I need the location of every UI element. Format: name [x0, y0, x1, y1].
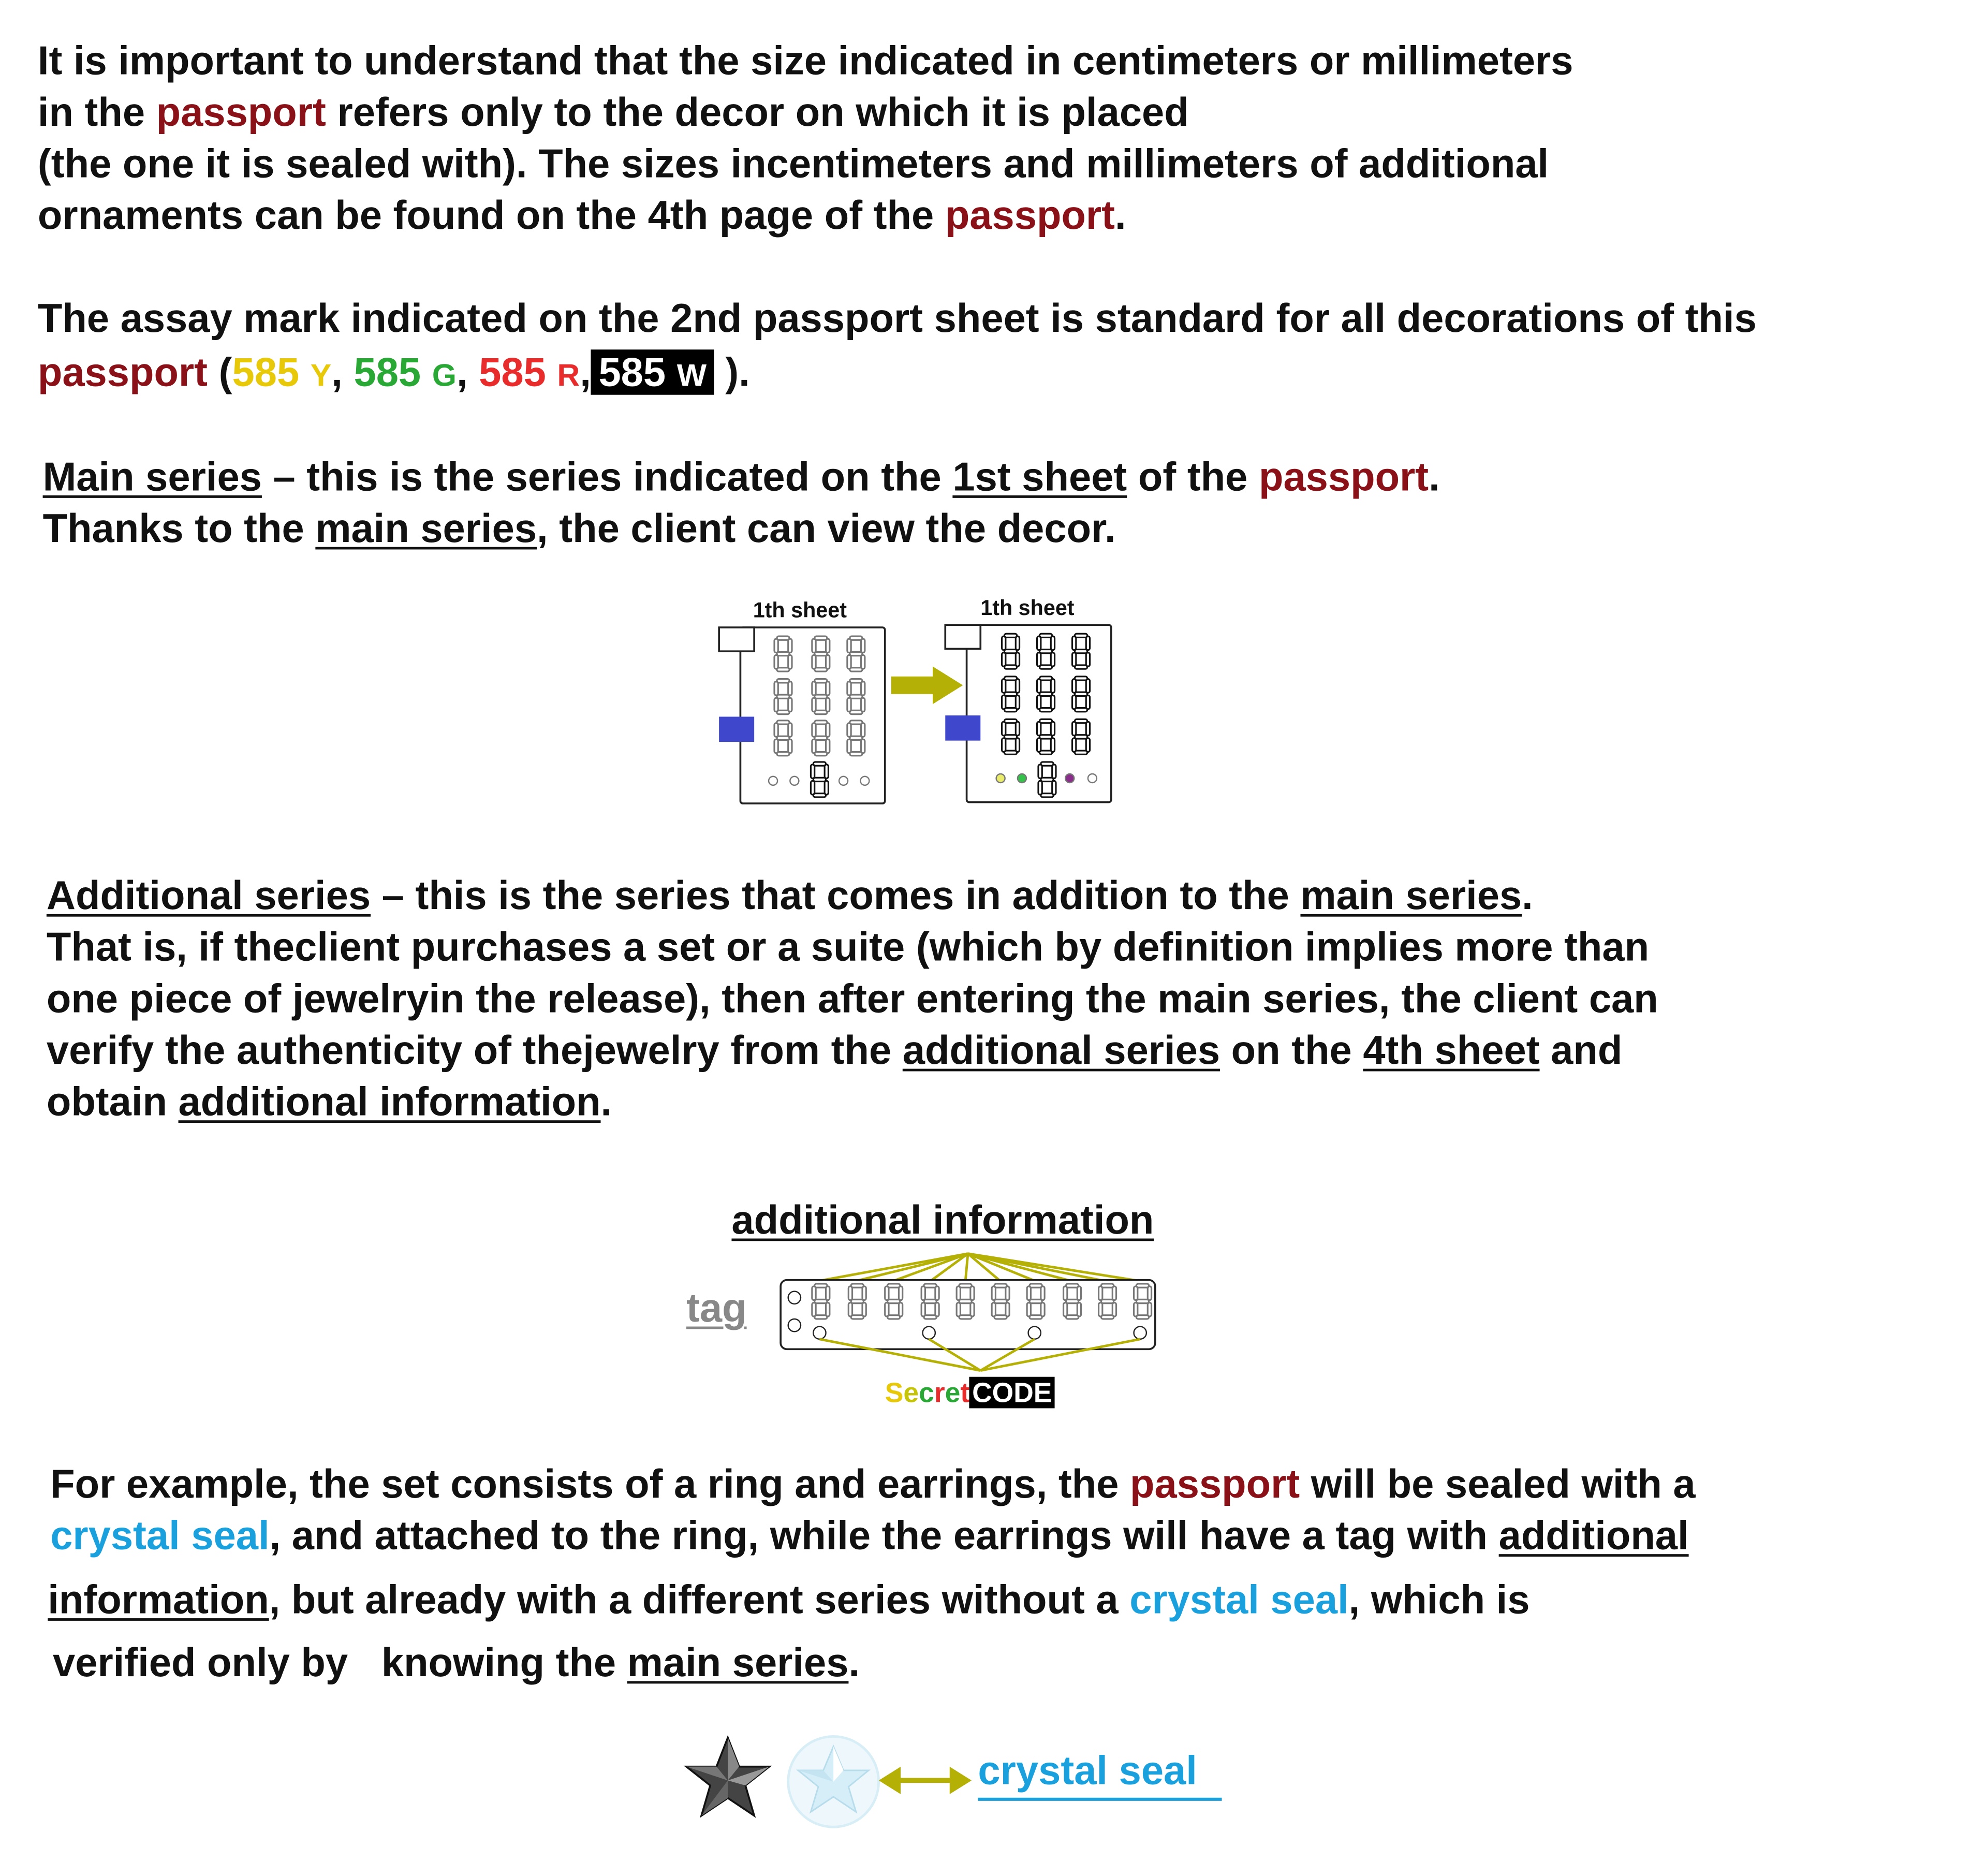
para5-line4: verified only by knowing the main series.	[53, 1639, 860, 1685]
double-arrow-icon	[880, 1768, 970, 1793]
right-sheet-caption: 1th sheet	[980, 596, 1075, 620]
right-sheet	[945, 625, 1111, 802]
para4-line4: verify the authenticity of thejewelry from the additional series on the 4th sheet and	[46, 1027, 1623, 1073]
assay-585-green: 585 G	[354, 349, 457, 395]
main-series-term: Main series	[42, 453, 262, 500]
para5-line1: For example, the set consists of a ring and earrings, the passport will be sealed with a	[50, 1461, 1696, 1506]
crystal-star-icon	[788, 1736, 879, 1827]
crystal-seal-term: crystal seal	[1129, 1576, 1349, 1622]
crystal-seal-label: crystal seal	[978, 1748, 1197, 1793]
para4-line1: Additional series – this is the series that comes in addition to the main series.	[46, 872, 1533, 918]
crystal-seal-term: crystal seal	[50, 1513, 270, 1558]
dark-star-icon	[686, 1738, 769, 1816]
connector-lines-bottom	[819, 1339, 1140, 1371]
left-sheet	[719, 627, 885, 803]
passport-word: passport	[156, 89, 326, 135]
additional-series-term: Additional series	[46, 872, 371, 918]
passport-word: passport	[1130, 1461, 1300, 1506]
para5-line3: information, but already with a different series without a crystal seal, which is	[48, 1576, 1530, 1622]
para4-line3: one piece of jewelryin the release), then after entering the main series, the client can	[46, 975, 1658, 1021]
arrow-right-icon	[891, 666, 963, 704]
para3-line2: Thanks to the main series, the client can view the decor.	[42, 505, 1116, 551]
additional-information-title: additional information	[731, 1197, 1154, 1242]
para2-line1: The assay mark indicated on the 2nd passport sheet is standard for all decorations of this	[37, 295, 1757, 341]
para1-line4: ornaments can be found on the 4th page of the passport.	[37, 192, 1126, 238]
para1-line2: in the passport refers only to the decor on which it is placed	[37, 89, 1189, 135]
seal-block	[945, 715, 980, 741]
para4-line2: That is, if theclient purchases a set or a suite (which by definition implies more than	[46, 924, 1650, 970]
para2-line2: passport (585 Y, 585 G, 585 R, 585 W ).	[37, 349, 750, 395]
passport-word: passport	[1258, 453, 1429, 500]
para1-line1: It is important to understand that the size indicated in centimeters or millimeters	[37, 37, 1573, 83]
tag-body	[781, 1280, 1155, 1350]
secret-code: Secret CODE	[885, 1375, 1055, 1411]
code-badge: CODE	[969, 1377, 1054, 1409]
assay-585-yellow: 585 Y	[232, 349, 332, 395]
assay-585-white: 585 W	[591, 349, 714, 394]
para1-line3: (the one it is sealed with). The sizes incentimeters and millimeters of additional	[37, 141, 1549, 186]
connector-lines-top	[817, 1254, 1142, 1281]
left-sheet-caption: 1th sheet	[753, 598, 847, 623]
para3-line1: Main series – this is the series indicated on the 1st sheet of the passport.	[42, 453, 1440, 500]
para4-line5: obtain additional information.	[46, 1079, 612, 1124]
tag-label: tag	[686, 1285, 747, 1330]
assay-585-red: 585 R	[479, 349, 580, 395]
seal-block	[719, 717, 754, 742]
passport-word: passport	[37, 349, 208, 395]
para5-line2: crystal seal, and attached to the ring, while the earrings will have a tag with additional	[50, 1513, 1689, 1558]
passport-word: passport	[945, 192, 1115, 238]
